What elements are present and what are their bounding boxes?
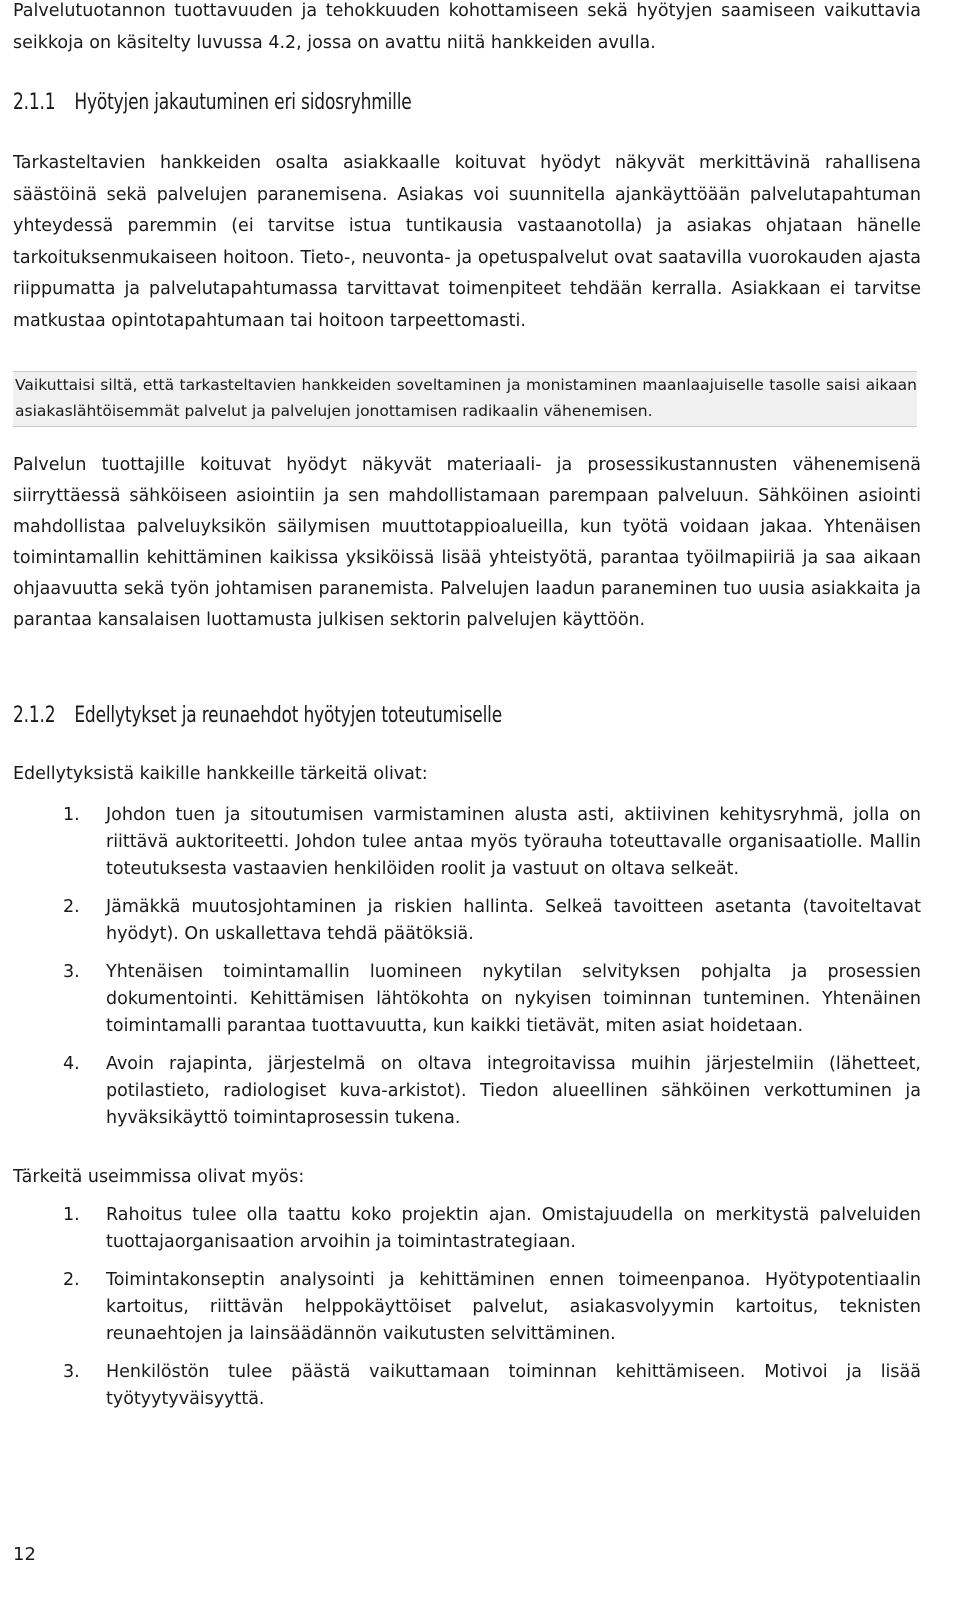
- list-item: [13, 1202, 921, 1256]
- prerequisites-list: [13, 802, 921, 1143]
- list-item-text: Jämäkkä muutosjohtaminen ja riskien hallinta. Selkeä tavoitteen asetanta (tavoiteltavat hyödyt). On uskallettava tehdä päätöksiä.: [106, 897, 921, 944]
- list-item-text: Henkilöstön tulee päästä vaikuttamaan toiminnan kehittämiseen. Motivoi ja lisää työtyytyväisyyttä.: [106, 1362, 921, 1409]
- section-number: 2.1.2: [13, 703, 56, 728]
- section-heading-2-1-2: [13, 703, 502, 728]
- list-item-text: Yhtenäisen toimintamallin luomineen nykytilan selvityksen pohjalta ja prosessien dokumentointi. Kehittämisen lähtökohta on nykyisen toiminnan tunteminen. Yhtenäinen toimintamalli parantaa tuottavuutta, kun kaikki tietävät, miten asiat hoidetaan.: [106, 962, 921, 1036]
- list-item: [13, 894, 921, 948]
- list-item: [13, 802, 921, 883]
- list-item-number: 4.: [63, 1054, 80, 1074]
- list-lead-2: Tärkeitä useimmissa olivat myös:: [13, 1167, 305, 1187]
- section-title: Hyötyjen jakautuminen eri sidosryhmille: [74, 90, 412, 115]
- list-item: [13, 1267, 921, 1348]
- highlight-box: Vaikuttaisi siltä, että tarkasteltavien hankkeiden soveltaminen ja monistaminen maanlaajuiselle tasolle saisi aikaan asiakaslähtöisemmät palvelut ja palvelujen jonottamisen radikaalin vähenemisen.: [13, 371, 917, 427]
- list-item-number: 1.: [63, 805, 80, 825]
- list-item: [13, 1051, 921, 1132]
- list-item-text: Avoin rajapinta, järjestelmä on oltava integroitavissa muihin järjestelmiin (lähetteet, potilastieto, radiologiset kuva-arkistot). Tiedon alueellinen sähköinen verkottuminen ja hyväksikäyttö toimintaprosessin tukena.: [106, 1054, 921, 1128]
- list-item-number: 1.: [63, 1205, 80, 1225]
- section-heading-2-1-1: [13, 90, 412, 115]
- list-item-text: Rahoitus tulee olla taattu koko projektin ajan. Omistajuudella on merkitystä palveluiden tuottajaorganisaation arvoihin ja toimintastrategiaan.: [106, 1205, 921, 1252]
- page-number: 12: [13, 1544, 36, 1565]
- list-lead-1: Edellytyksistä kaikille hankkeille tärkeitä olivat:: [13, 764, 428, 784]
- list-item: [13, 1359, 921, 1413]
- additional-factors-list: [13, 1202, 921, 1424]
- list-item-number: 3.: [63, 1362, 80, 1382]
- list-item-text: Johdon tuen ja sitoutumisen varmistaminen alusta asti, aktiivinen kehitysryhmä, jolla on riittävä auktoriteetti. Johdon tulee antaa myös työrauha toteuttavalle organisaatiolle. Mallin toteutuksesta vastaavien henkilöiden roolit ja vastuut on oltava selkeät.: [106, 805, 921, 879]
- section-number: 2.1.1: [13, 90, 56, 115]
- list-item-text: Toimintakonseptin analysointi ja kehittäminen ennen toimeenpanoa. Hyötypotentiaalin kartoitus, riittävän helppokäyttöiset palvelut, asiakasvolyymin kartoitus, teknisten reunaehtojen ja lainsäädännön vaikutusten selvittäminen.: [106, 1270, 921, 1344]
- list-item-number: 2.: [63, 1270, 80, 1290]
- list-item-number: 3.: [63, 962, 80, 982]
- intro-paragraph: Palvelutuotannon tuottavuuden ja tehokkuuden kohottamiseen sekä hyötyjen saamiseen vaikuttavia seikkoja on käsitelty luvussa 4.2, jossa on avattu niitä hankkeiden avulla.: [13, 1, 921, 53]
- provider-benefits-paragraph: Palvelun tuottajille koituvat hyödyt näkyvät materiaali- ja prosessikustannusten vähenemisenä siirryttäessä sähköiseen asiointiin ja sen mahdollistamaan parempaan palveluun. Sähköinen asiointi mahdollistaa palveluyksikön säilymisen muuttotappioalueilla, kun työtä voidaan jakaa. Yhtenäisen toimintamallin kehittäminen kaikissa yksiköissä lisää yhteistyötä, parantaa työilmapiiriä ja saa aikaan ohjaavuutta sekä työn johtamisen paranemista. Palvelujen laadun paraneminen tuo uusia asiakkaita ja parantaa kansalaisen luottamusta julkisen sektorin palvelujen käyttöön.: [13, 455, 921, 630]
- list-item-number: 2.: [63, 897, 80, 917]
- section-title: Edellytykset ja reunaehdot hyötyjen toteutumiselle: [74, 703, 503, 728]
- list-item: [13, 959, 921, 1040]
- benefits-paragraph: Tarkasteltavien hankkeiden osalta asiakkaalle koituvat hyödyt näkyvät merkittävinä rahallisena säästöinä sekä palvelujen paranemisena. Asiakas voi suunnitella ajankäyttöään palvelutapahtuman yhteydessä paremmin (ei tarvitse istua tuntikausia vastaanotolla) ja asiakas ohjataan hänelle tarkoituksenmukaiseen hoitoon. Tieto-, neuvonta- ja opetuspalvelut ovat saatavilla vuorokauden ajasta riippumatta ja palvelutapahtumassa tarvittavat toimenpiteet tehdään kerralla. Asiakkaan ei tarvitse matkustaa opintotapahtumaan tai hoitoon tarpeettomasti.: [13, 153, 921, 331]
